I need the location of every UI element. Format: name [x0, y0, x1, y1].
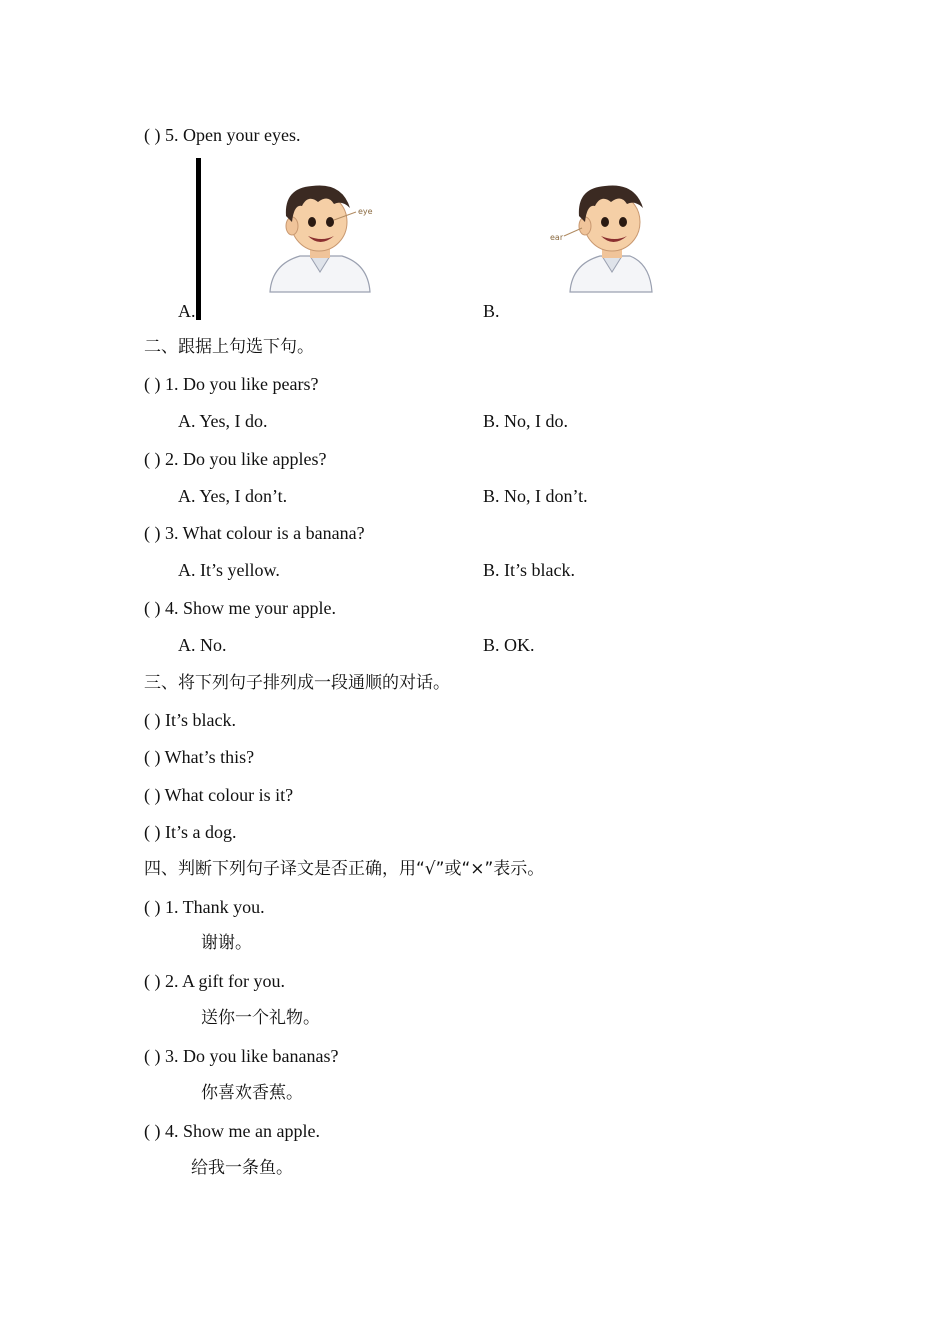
s4-question-2: ( ) 2. A gift for you. — [144, 971, 285, 991]
s4-question-1: ( ) 1. Thank you. — [144, 897, 265, 917]
s2-question-2: ( ) 2. Do you like apples? — [144, 449, 327, 469]
s4-translation-3: 你喜欢香蕉。 — [201, 1083, 303, 1103]
s2-question-4: ( ) 4. Show me your apple. — [144, 598, 336, 618]
s2-q4-option-b: B. OK. — [483, 635, 535, 655]
s2-question-3: ( ) 3. What colour is a banana? — [144, 523, 365, 543]
section-3-heading: 三、将下列句子排列成一段通顺的对话。 — [144, 673, 450, 693]
s4-translation-4: 给我一条鱼。 — [191, 1158, 293, 1178]
s4-question-4: ( ) 4. Show me an apple. — [144, 1121, 320, 1141]
s2-q2-option-a: A. Yes, I don’t. — [178, 486, 288, 506]
s2-q1-option-a: A. Yes, I do. — [178, 411, 268, 431]
s3-sentence-4: ( ) It’s a dog. — [144, 822, 237, 842]
vertical-rule — [196, 158, 201, 320]
s2-q2-option-b: B. No, I don’t. — [483, 486, 588, 506]
s4-translation-2: 送你一个礼物。 — [201, 1008, 320, 1028]
s2-q3-option-b: B. It’s black. — [483, 560, 575, 580]
s2-q4-option-a: A. No. — [178, 635, 227, 655]
s3-sentence-2: ( ) What’s this? — [144, 747, 255, 767]
s3-sentence-1: ( ) It’s black. — [144, 710, 236, 730]
s2-q1-option-b: B. No, I do. — [483, 411, 568, 431]
s2-q3-option-a: A. It’s yellow. — [178, 560, 280, 580]
s4-translation-1: 谢谢。 — [201, 933, 252, 953]
section-2-heading: 二、跟据上句选下句。 — [144, 337, 314, 357]
label-eye: eye — [358, 207, 373, 216]
option-a: A. — [178, 301, 196, 321]
section-4-heading: 四、判断下列句子译文是否正确，用“√”或“×”表示。 — [144, 859, 545, 879]
s3-sentence-3: ( ) What colour is it? — [144, 785, 294, 805]
s2-question-1: ( ) 1. Do you like pears? — [144, 374, 319, 394]
label-ear: ear — [550, 233, 564, 242]
boy-ear-picture — [546, 180, 656, 296]
question-5: ( ) 5. Open your eyes. — [144, 125, 301, 145]
option-b: B. — [483, 301, 500, 321]
boy-eye-picture — [262, 180, 380, 296]
s4-question-3: ( ) 3. Do you like bananas? — [144, 1046, 339, 1066]
